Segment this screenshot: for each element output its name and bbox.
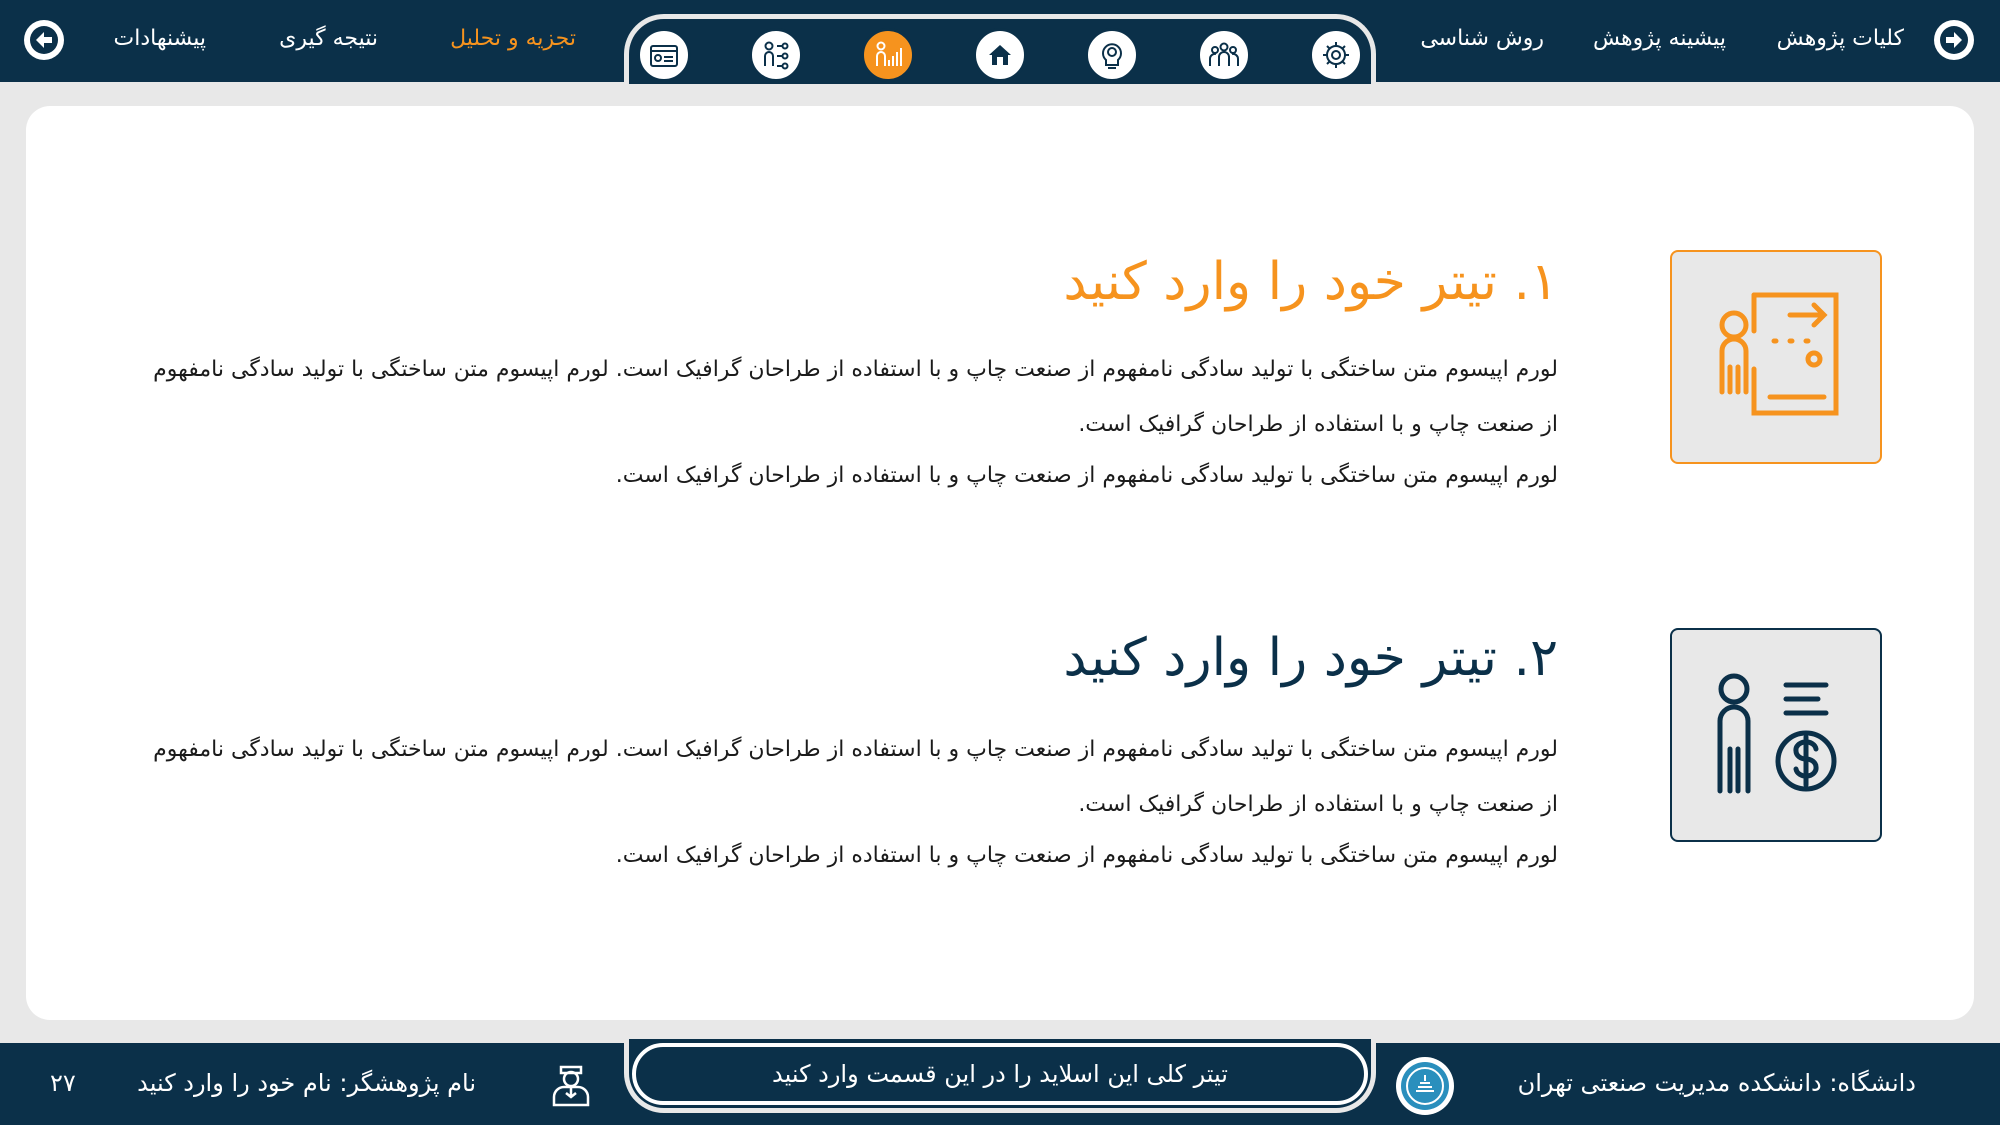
strip-id-card-button[interactable]	[637, 28, 691, 82]
presenter-board-icon	[1706, 287, 1846, 427]
nav-research-overview[interactable]: کلیات پژوهش	[1776, 26, 1904, 51]
gear-team-icon	[1319, 38, 1353, 72]
section-2-body-2: لورم اپیسوم متن ساختگی با تولید سادگی نامفهوم از صنعت چاپ و با استفاده از طراحان گرافیک است.	[615, 843, 1558, 868]
team-icon	[1207, 38, 1241, 72]
section-1-body: لورم اپیسوم متن ساختگی با تولید سادگی نامفهوم از صنعت چاپ و با استفاده از طراحان گرافیک است. لورم اپیسوم متن ساختگی با تولید سادگی نامفهوم از صنعت چاپ و با استفاده از طراحان گرافیک است.	[153, 357, 1558, 437]
previous-slide-button[interactable]	[24, 20, 64, 60]
researcher-icon	[546, 1059, 596, 1109]
university-label: دانشگاه: دانشکده مدیریت صنعتی تهران	[1517, 1069, 1916, 1097]
nav-analysis[interactable]: تجزیه و تحلیل	[450, 26, 576, 51]
section-2-title: ۲. تیتر خود را وارد کنید	[1063, 628, 1558, 688]
home-icon	[983, 38, 1017, 72]
section-1-title: ۱. تیتر خود را وارد کنید	[1063, 252, 1558, 312]
id-card-icon	[647, 38, 681, 72]
page-number: ۲۷	[50, 1069, 76, 1097]
strip-idea-button[interactable]	[1085, 28, 1139, 82]
researcher-avatar	[546, 1059, 596, 1109]
strip-team-button[interactable]	[1197, 28, 1251, 82]
idea-head-icon	[1095, 38, 1129, 72]
next-slide-button[interactable]	[1934, 20, 1974, 60]
arrow-left-icon	[29, 25, 59, 55]
researcher-name-label: نام پژوهشگر: نام خود را وارد کنید	[137, 1069, 476, 1097]
process-person-icon	[759, 38, 793, 72]
nav-methodology[interactable]: روش شناسی	[1420, 26, 1544, 51]
nav-research-background[interactable]: پیشینه پژوهش	[1593, 26, 1726, 51]
nav-suggestions[interactable]: پیشنهادات	[113, 26, 206, 51]
section-1-body-2: لورم اپیسوم متن ساختگی با تولید سادگی نامفهوم از صنعت چاپ و با استفاده از طراحان گرافیک است.	[615, 463, 1558, 488]
section-2-icon-box	[1670, 628, 1882, 842]
section-2-body: لورم اپیسوم متن ساختگی با تولید سادگی نامفهوم از صنعت چاپ و با استفاده از طراحان گرافیک است. لورم اپیسوم متن ساختگی با تولید سادگی نامفهوم از صنعت چاپ و با استفاده از طراحان گرافیک است.	[153, 737, 1558, 817]
nav-conclusion[interactable]: نتیجه گیری	[279, 26, 378, 51]
strip-process-button[interactable]	[749, 28, 803, 82]
section-icon-strip	[624, 14, 1376, 84]
strip-gear-team-button[interactable]	[1309, 28, 1363, 82]
section-1-icon-box	[1670, 250, 1882, 464]
strip-analysis-button[interactable]	[861, 28, 915, 82]
strip-home-button[interactable]	[973, 28, 1027, 82]
university-seal-icon	[1400, 1061, 1450, 1111]
arrow-right-icon	[1939, 25, 1969, 55]
slide-title: تیتر کلی این اسلاید را در این قسمت وارد کنید	[632, 1043, 1368, 1105]
analysis-person-chart-icon	[871, 38, 905, 72]
university-logo	[1396, 1057, 1454, 1115]
person-money-icon	[1706, 665, 1846, 805]
content-card	[26, 106, 1974, 1020]
